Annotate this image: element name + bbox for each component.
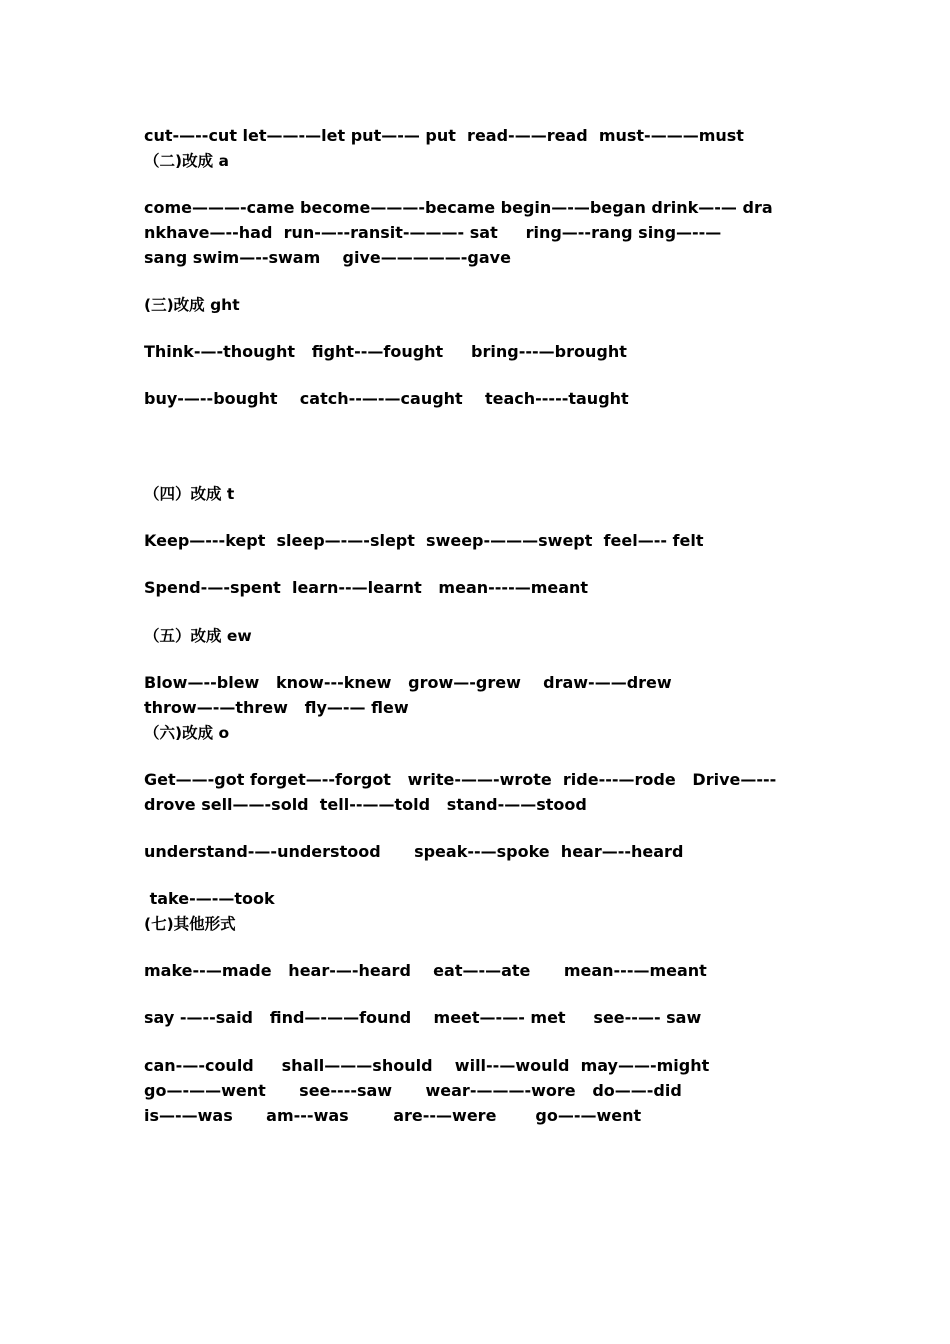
verb-line: Keep—---kept sleep—-—-slept sweep-———swept feel—-- felt <box>144 531 704 550</box>
verb-line: is—-—was am---was are--—were go—-—went <box>144 1106 642 1125</box>
verb-line: Blow—--blew know---knew grow—-grew draw-——drew <box>144 673 672 692</box>
verb-line: make--—made hear-—-heard eat—-—ate mean---—meant <box>144 961 707 980</box>
section-heading-a: （二)改成 a <box>144 152 229 170</box>
verb-line: sang swim—--swam give—————-gave <box>144 248 511 267</box>
verb-line: go—-——went see----saw wear-———-wore do——-did <box>144 1081 682 1100</box>
verb-line: take-—-—took <box>144 889 275 908</box>
verb-line-unchanged: cut-—--cut let——-—let put—-— put read-——read must-———must <box>144 126 744 145</box>
section-heading-o: （六)改成 o <box>144 724 230 742</box>
verb-line: understand-—-understood speak--—spoke hear—--heard <box>144 842 684 861</box>
verb-line: Think-—-thought fight--—fought bring---—brought <box>144 342 627 361</box>
verb-line: say -—--said find—-——found meet—-—- met see--—- saw <box>144 1008 702 1027</box>
section-heading-ght: (三)改成 ght <box>144 296 240 314</box>
section-heading-ew: （五）改成 ew <box>144 627 252 645</box>
verb-line: Get——-got forget—--forgot write-——-wrote ride---—rode Drive—--- <box>144 770 777 789</box>
verb-line: come———-came become———-became begin—-—began drink—-— dra <box>144 198 773 217</box>
verb-line: can-—-could shall———should will--—would may——-might <box>144 1056 710 1075</box>
verb-line: Spend-—-spent learn--—learnt mean----—meant <box>144 578 589 597</box>
verb-line: throw—-—threw fly—-— flew <box>144 698 409 717</box>
verb-line: drove sell——-sold tell--——told stand-——stood <box>144 795 587 814</box>
verb-line: nkhave—--had run-—--ransit-———- sat ring—--rang sing—--— <box>144 223 722 242</box>
verb-line: buy-—--bought catch--—-—caught teach-----taught <box>144 389 629 408</box>
section-heading-other: (七)其他形式 <box>144 915 236 933</box>
section-heading-t: （四）改成 t <box>144 485 235 503</box>
